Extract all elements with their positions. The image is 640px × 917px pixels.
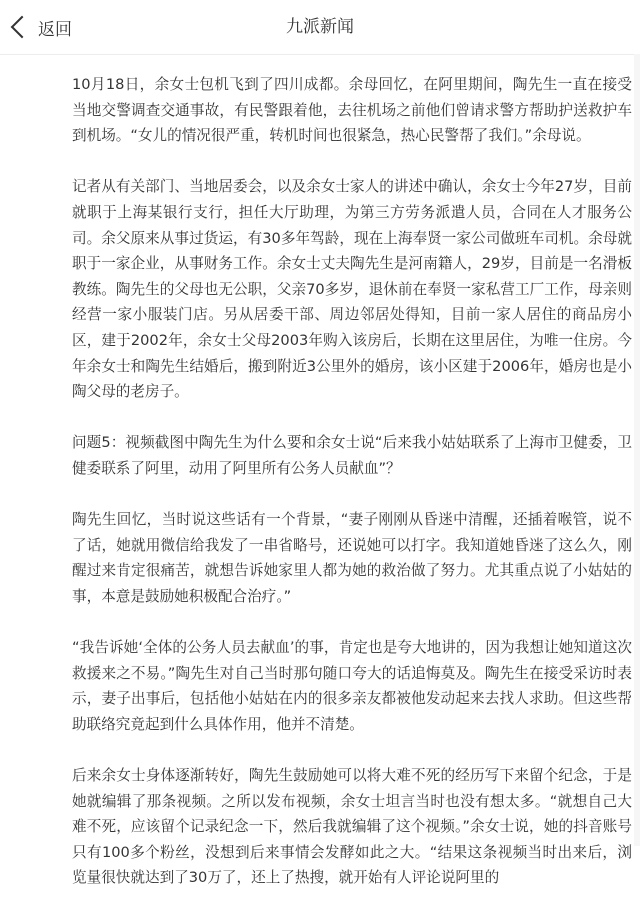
- back-button[interactable]: [8, 8, 72, 46]
- article-paragraph: “我告诉她‘全体的公务人员去献血’的事，肯定也是夸大地讲的，因为我想让她知道这次救援来之不易。”陶先生对自己当时那句随口夸大的话追悔莫及。陶先生在接受采访时表示，妻子出事后，包括他小姑姑在内的很多亲友都被他发动起来去找人求助。但这些帮助联络究竟起到什么具体作用，他并不清楚。: [72, 639, 632, 733]
- article-paragraph: 后来余女士身体逐渐转好，陶先生鼓励她可以将大难不死的经历写下来留个纪念，于是她就编辑了那条视频。之所以发布视频，余女士坦言当时也没有想太多。“就想自己大难不死，应该留个记录纪念一下，然后我就编辑了这个视频。”余女士说，她的抖音账号只有100多个粉丝，没想到后来事情会发酵如此之大。“结果这条视频当时出来后，浏览量很快就达到了30万了，还上了热搜，就开始有人评论说阿里的: [72, 767, 632, 887]
- page-title: 九派新闻: [286, 17, 354, 37]
- article-paragraph: 陶先生回忆，当时说这些话有一个背景，“妻子刚刚从昏迷中清醒，还插着喉管，说不了话，她就用微信给我发了一串省略号，还说她可以打字。我知道她昏迷了这么久，刚醒过来肯定很痛苦，就想告诉她家里人都为她的救治做了努力。尤其重点说了小姑姑的事，本意是鼓励她积极配合治疗。”: [72, 511, 632, 605]
- nav-bar: [0, 0, 640, 55]
- article-paragraph: 记者从有关部门、当地居委会，以及余女士家人的讲述中确认，余女士今年27岁，目前就职于上海某银行支行，担任大厅助理，为第三方劳务派遣人员，合同在人才服务公司。余父原来从事过货运，有30多年驾龄，现在上海奉贤一家公司做班车司机。余母就职于一家企业，从事财务工作。余女士丈夫陶先生是河南籍人，29岁，目前是一名滑板教练。陶先生的父母也无公职，父亲70多岁，退休前在奉贤一家私营工厂工作，母亲则经营一家小服装门店。另从居委干部、周边邻居处得知，目前一家人居住的商品房小区，建于2002年，余女士父母2003年购入该房后，长期在这里居住，为唯一住房。今年余女士和陶先生结婚后，搬到附近3公里外的婚房，该小区建于2006年，婚房也是小陶父母的老房子。: [72, 178, 632, 401]
- article-body: [72, 72, 632, 917]
- article-paragraph: 10月18日，余女士包机飞到了四川成都。余母回忆，在阿里期间，陶先生一直在接受当地交警调查交通事故，有民警跟着他，去往机场之前他们曾请求警方帮助护送救护车到机场。“女儿的情况很严重，转机时间也很紧急，热心民警帮了我们。”余母说。: [72, 76, 632, 145]
- back-label: 返回: [38, 19, 72, 40]
- article-paragraph: 问题5：视频截图中陶先生为什么要和余女士说“后来我小姑姑联系了上海市卫健委，卫健委联系了阿里，动用了阿里所有公务人员献血”？: [72, 434, 632, 477]
- scrollbar[interactable]: [634, 54, 640, 846]
- chevron-left-icon: [11, 16, 34, 39]
